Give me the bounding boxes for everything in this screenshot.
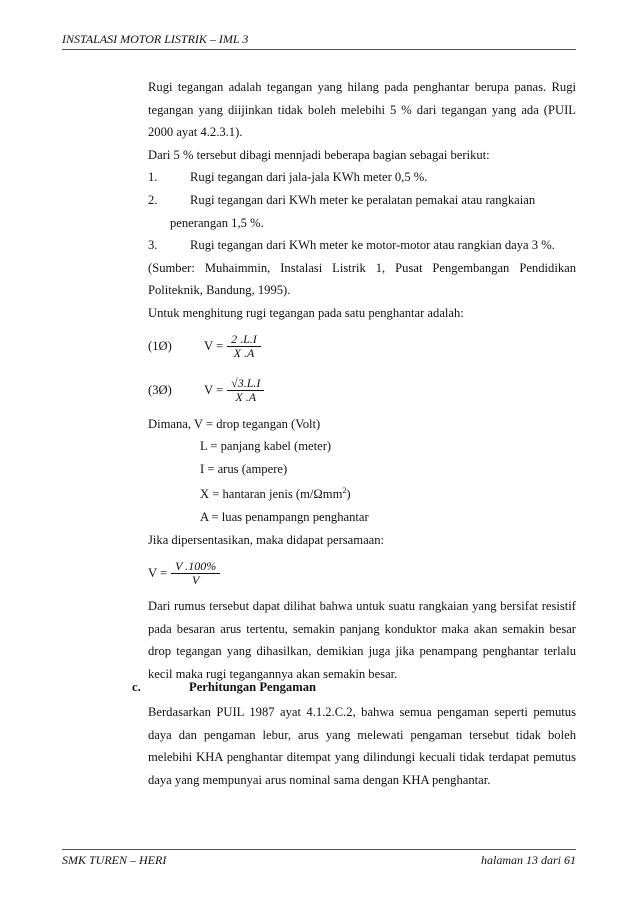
fraction-numerator: V .100% xyxy=(171,560,220,574)
section-letter: c. xyxy=(132,680,141,694)
list-number: 3. xyxy=(148,238,158,253)
footer-author: SMK TUREN – HERI xyxy=(62,853,167,867)
list-text-continuation: penerangan 1,5 %. xyxy=(170,215,264,230)
formula-label: (3Ø) xyxy=(148,383,172,398)
definition-a: A = luas penampangn penghantar xyxy=(200,510,369,525)
list-number: 2. xyxy=(148,192,158,207)
formula-lhs: V = xyxy=(148,565,168,580)
definition-i: I = arus (ampere) xyxy=(200,461,288,476)
formula-single-phase xyxy=(148,325,576,369)
definition-x-end: ) xyxy=(346,487,351,502)
list-item xyxy=(148,234,576,257)
formula-fraction xyxy=(227,333,261,360)
paragraph-kesimpulan: Dari rumus tersebut dapat dilihat bahwa untuk suatu rangkaian yang bersifat resistif pada besaran arus tertentu, semakin panjang konduktor maka akan semakin besar drop tegangan yang dihasilkan, demikian juga jika penampang penghantar terlalu kecil maka rugi tegangannya akan semakin besar. xyxy=(148,599,576,682)
fraction-denominator: X .A xyxy=(235,390,257,405)
source-citation: (Sumber: Muhaimmin, Instalasi Listrik 1, Pusat Pengembangan Pendidikan Politeknik, Bandung, 1995). xyxy=(148,260,576,298)
paragraph-pengaman: Berdasarkan PUIL 1987 ayat 4.1.2.C.2, bahwa semua pengaman seperti pemutus daya dan pengaman lebur, arus yang melewati pengaman tersebut tidak boleh melebihi KHA penghantar ditempat yang dilindungi kecuali tidak terdapat pemutus daya yang mempunyai arus nominal sama dengan KHA penghantar. xyxy=(148,705,576,787)
formula-fraction xyxy=(227,377,264,404)
paragraph-pembagian: Dari 5 % tersebut dibagi mennjadi beberapa bagian sebagai berikut: xyxy=(148,147,490,162)
list-text: Rugi tegangan dari KWh meter ke motor-motor atau rangkian daya 3 %. xyxy=(190,238,555,253)
header-rule xyxy=(62,49,576,50)
formula-fraction xyxy=(171,560,220,587)
section-heading-c xyxy=(132,680,316,695)
definition-x-text: X = hantaran jenis (m/Ωmm xyxy=(200,487,343,502)
page-number: halaman 13 dari 61 xyxy=(480,853,576,867)
paragraph-persentase: Jika dipersentasikan, maka didapat persamaan: xyxy=(148,532,385,547)
definition-x xyxy=(200,480,576,506)
fraction-denominator: V xyxy=(192,572,200,587)
list-number: 1. xyxy=(148,170,158,185)
footer-rule xyxy=(62,849,576,850)
page-body xyxy=(148,76,576,686)
formula-lhs: V = xyxy=(204,339,224,354)
list-text: Rugi tegangan dari jala-jala KWh meter 0,5 %. xyxy=(190,170,428,185)
list-item xyxy=(148,189,576,212)
section-c-body xyxy=(148,701,576,791)
fraction-denominator: X .A xyxy=(233,346,255,361)
paragraph-menghitung: Untuk menghitung rugi tegangan pada satu penghantar adalah: xyxy=(148,305,464,320)
sqrt-symbol: √ xyxy=(231,376,238,391)
running-header: INSTALASI MOTOR LISTRIK – IML 3 xyxy=(62,32,249,46)
formula-label: (1Ø) xyxy=(148,339,172,354)
paragraph-rugi-tegangan: Rugi tegangan adalah tegangan yang hilang pada penghantar berupa panas. Rugi tegangan yang diijinkan tidak boleh melebihi 5 % dari tegangan yang ada (PUIL 2000 ayat 4.2.3.1). xyxy=(148,80,576,140)
superscript: 2 xyxy=(342,486,347,496)
numerator-text: 3.L.I xyxy=(237,376,261,391)
list-item xyxy=(148,166,576,189)
formula-three-phase xyxy=(148,369,576,413)
section-title: Perhitungan Pengaman xyxy=(189,680,316,694)
definition-l: L = panjang kabel (meter) xyxy=(200,439,332,454)
fraction-numerator xyxy=(227,377,264,391)
formula-lhs: V = xyxy=(204,383,224,398)
list-text: Rugi tegangan dari KWh meter ke peralatan pemakai atau rangkaian xyxy=(190,192,536,207)
fraction-numerator: 2 .L.I xyxy=(227,333,261,347)
formula-percentage xyxy=(148,551,576,595)
definition-intro: Dimana, V = drop tegangan (Volt) xyxy=(148,416,321,431)
